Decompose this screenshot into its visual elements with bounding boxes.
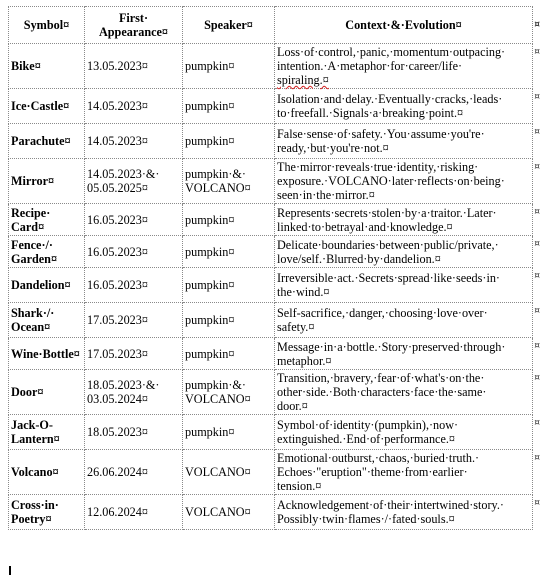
row-end-marker: ¤ — [534, 127, 540, 137]
context-cell[interactable]: Self-sacrifice,·danger,·choosing·love·over· safety.¤ ¤ — [275, 303, 533, 338]
symbol-cell[interactable]: Bike¤ — [9, 44, 85, 89]
speaker-cell[interactable]: pumpkin¤ — [183, 268, 275, 303]
symbol-cell[interactable]: Recipe· Card¤ — [9, 204, 85, 236]
symbol-cell[interactable]: Jack-O- Lantern¤ — [9, 415, 85, 450]
speaker-cell[interactable]: VOLCANO¤ — [183, 450, 275, 495]
table-row — [9, 303, 533, 338]
context-cell[interactable]: Irreversible·act.·Secrets·spread·like·seeds·in· the·wind.¤ ¤ — [275, 268, 533, 303]
table-row — [9, 450, 533, 495]
symbol-cell[interactable]: Fence·/· Garden¤ — [9, 236, 85, 268]
speaker-cell[interactable]: pumpkin¤ — [183, 236, 275, 268]
row-end-marker: ¤ — [534, 498, 540, 508]
speaker-cell[interactable]: pumpkin·&· VOLCANO¤ — [183, 370, 275, 415]
table-row — [9, 338, 533, 370]
symbol-cell[interactable]: Door¤ — [9, 370, 85, 415]
speaker-cell[interactable]: pumpkin¤ — [183, 303, 275, 338]
context-cell[interactable]: False·sense·of·safety.·You·assume·you're· ready,·but·you're·not.¤ ¤ — [275, 124, 533, 159]
row-end-marker: ¤ — [534, 92, 540, 102]
table-row — [9, 236, 533, 268]
speaker-cell[interactable]: pumpkin¤ — [183, 338, 275, 370]
speaker-cell[interactable]: pumpkin¤ — [183, 44, 275, 89]
row-end-marker: ¤ — [534, 341, 540, 351]
speaker-cell[interactable]: pumpkin¤ — [183, 89, 275, 124]
first-appearance-cell[interactable]: 16.05.2023¤ — [85, 268, 183, 303]
symbol-cell[interactable]: Volcano¤ — [9, 450, 85, 495]
table-row — [9, 268, 533, 303]
context-cell[interactable]: Emotional·outburst,·chaos,·buried·truth.· Echoes·"eruption"·theme·from·earlier· tension.¤ ¤ — [275, 450, 533, 495]
context-cell[interactable]: Represents·secrets·stolen·by·a·traitor.·Later· linked·to·betrayal·and·knowledge.¤ ¤ — [275, 204, 533, 236]
row-end-marker: ¤ — [534, 207, 540, 217]
speaker-cell[interactable]: pumpkin·&· VOLCANO¤ — [183, 159, 275, 204]
first-appearance-cell[interactable]: 16.05.2023¤ — [85, 204, 183, 236]
table-row — [9, 159, 533, 204]
context-cell[interactable]: Acknowledgement·of·their·intertwined·story.· Possibly·twin·flames·/·fated·souls.¤ ¤ — [275, 495, 533, 530]
speaker-cell[interactable]: pumpkin¤ — [183, 124, 275, 159]
first-appearance-cell[interactable]: 14.05.2023·&· 05.05.2025¤ — [85, 159, 183, 204]
header-first-appearance[interactable]: First· Appearance¤ — [85, 7, 183, 44]
first-appearance-cell[interactable]: 16.05.2023¤ — [85, 236, 183, 268]
row-end-marker: ¤ — [534, 418, 540, 428]
first-appearance-cell[interactable]: 12.06.2024¤ — [85, 495, 183, 530]
first-appearance-cell[interactable]: 14.05.2023¤ — [85, 89, 183, 124]
speaker-cell[interactable]: VOLCANO¤ — [183, 495, 275, 530]
speaker-cell[interactable]: pumpkin¤ — [183, 415, 275, 450]
row-end-marker: ¤ — [534, 162, 540, 172]
symbol-cell[interactable]: Dandelion¤ — [9, 268, 85, 303]
table-row — [9, 204, 533, 236]
context-cell[interactable]: Transition,·bravery,·fear·of·what's·on·the· other·side.·Both·characters·face·the·same· door.¤ ¤ — [275, 370, 533, 415]
row-end-marker: ¤ — [534, 47, 540, 57]
context-cell[interactable]: Message·in·a·bottle.·Story·preserved·through· metaphor.¤ ¤ — [275, 338, 533, 370]
symbol-table — [8, 6, 540, 530]
first-appearance-cell[interactable]: 17.05.2023¤ — [85, 303, 183, 338]
first-appearance-cell[interactable]: 14.05.2023¤ — [85, 124, 183, 159]
table-row — [9, 415, 533, 450]
row-end-marker: ¤ — [534, 271, 540, 281]
header-context[interactable]: Context·&·Evolution¤ ¤ — [275, 7, 533, 44]
row-end-marker: ¤ — [534, 20, 540, 30]
table-row — [9, 370, 533, 415]
symbol-cell[interactable]: Cross·in· Poetry¤ — [9, 495, 85, 530]
context-cell[interactable]: Symbol·of·identity·(pumpkin),·now· extinguished.·End·of·performance.¤ ¤ — [275, 415, 533, 450]
table-row — [9, 89, 533, 124]
header-speaker[interactable]: Speaker¤ — [183, 7, 275, 44]
first-appearance-cell[interactable]: 13.05.2023¤ — [85, 44, 183, 89]
table-row — [9, 124, 533, 159]
symbol-cell[interactable]: Shark·/· Ocean¤ — [9, 303, 85, 338]
context-cell[interactable]: The·mirror·reveals·true·identity,·risking· exposure.·VOLCANO·later·reflects·on·being· seen·in·the·mirror.¤ ¤ — [275, 159, 533, 204]
header-symbol[interactable]: Symbol¤ — [9, 7, 85, 44]
context-cell[interactable]: Loss·of·control,·panic,·momentum·outpacing· intention.·A·metaphor·for·career/life· spiraling.¤ ¤ — [275, 44, 533, 89]
symbol-cell[interactable]: Mirror¤ — [9, 159, 85, 204]
context-cell[interactable]: Delicate·boundaries·between·public/private,· love/self.·Blurred·by·dandelion.¤ ¤ — [275, 236, 533, 268]
table-row — [9, 44, 533, 89]
row-end-marker: ¤ — [534, 373, 540, 383]
table-row — [9, 495, 533, 530]
row-end-marker: ¤ — [534, 239, 540, 249]
symbol-cell[interactable]: Ice·Castle¤ — [9, 89, 85, 124]
paragraph-mark-icon — [9, 566, 17, 575]
symbol-cell[interactable]: Parachute¤ — [9, 124, 85, 159]
symbol-cell[interactable]: Wine·Bottle¤ — [9, 338, 85, 370]
first-appearance-cell[interactable]: 17.05.2023¤ — [85, 338, 183, 370]
first-appearance-cell[interactable]: 18.05.2023¤ — [85, 415, 183, 450]
context-cell[interactable]: Isolation·and·delay.·Eventually·cracks,·leads· to·freefall.·Signals·a·breaking·point.¤ ¤ — [275, 89, 533, 124]
speaker-cell[interactable]: pumpkin¤ — [183, 204, 275, 236]
first-appearance-cell[interactable]: 26.06.2024¤ — [85, 450, 183, 495]
first-appearance-cell[interactable]: 18.05.2023·&· 03.05.2024¤ — [85, 370, 183, 415]
row-end-marker: ¤ — [534, 306, 540, 316]
header-row — [9, 7, 533, 44]
row-end-marker: ¤ — [534, 453, 540, 463]
